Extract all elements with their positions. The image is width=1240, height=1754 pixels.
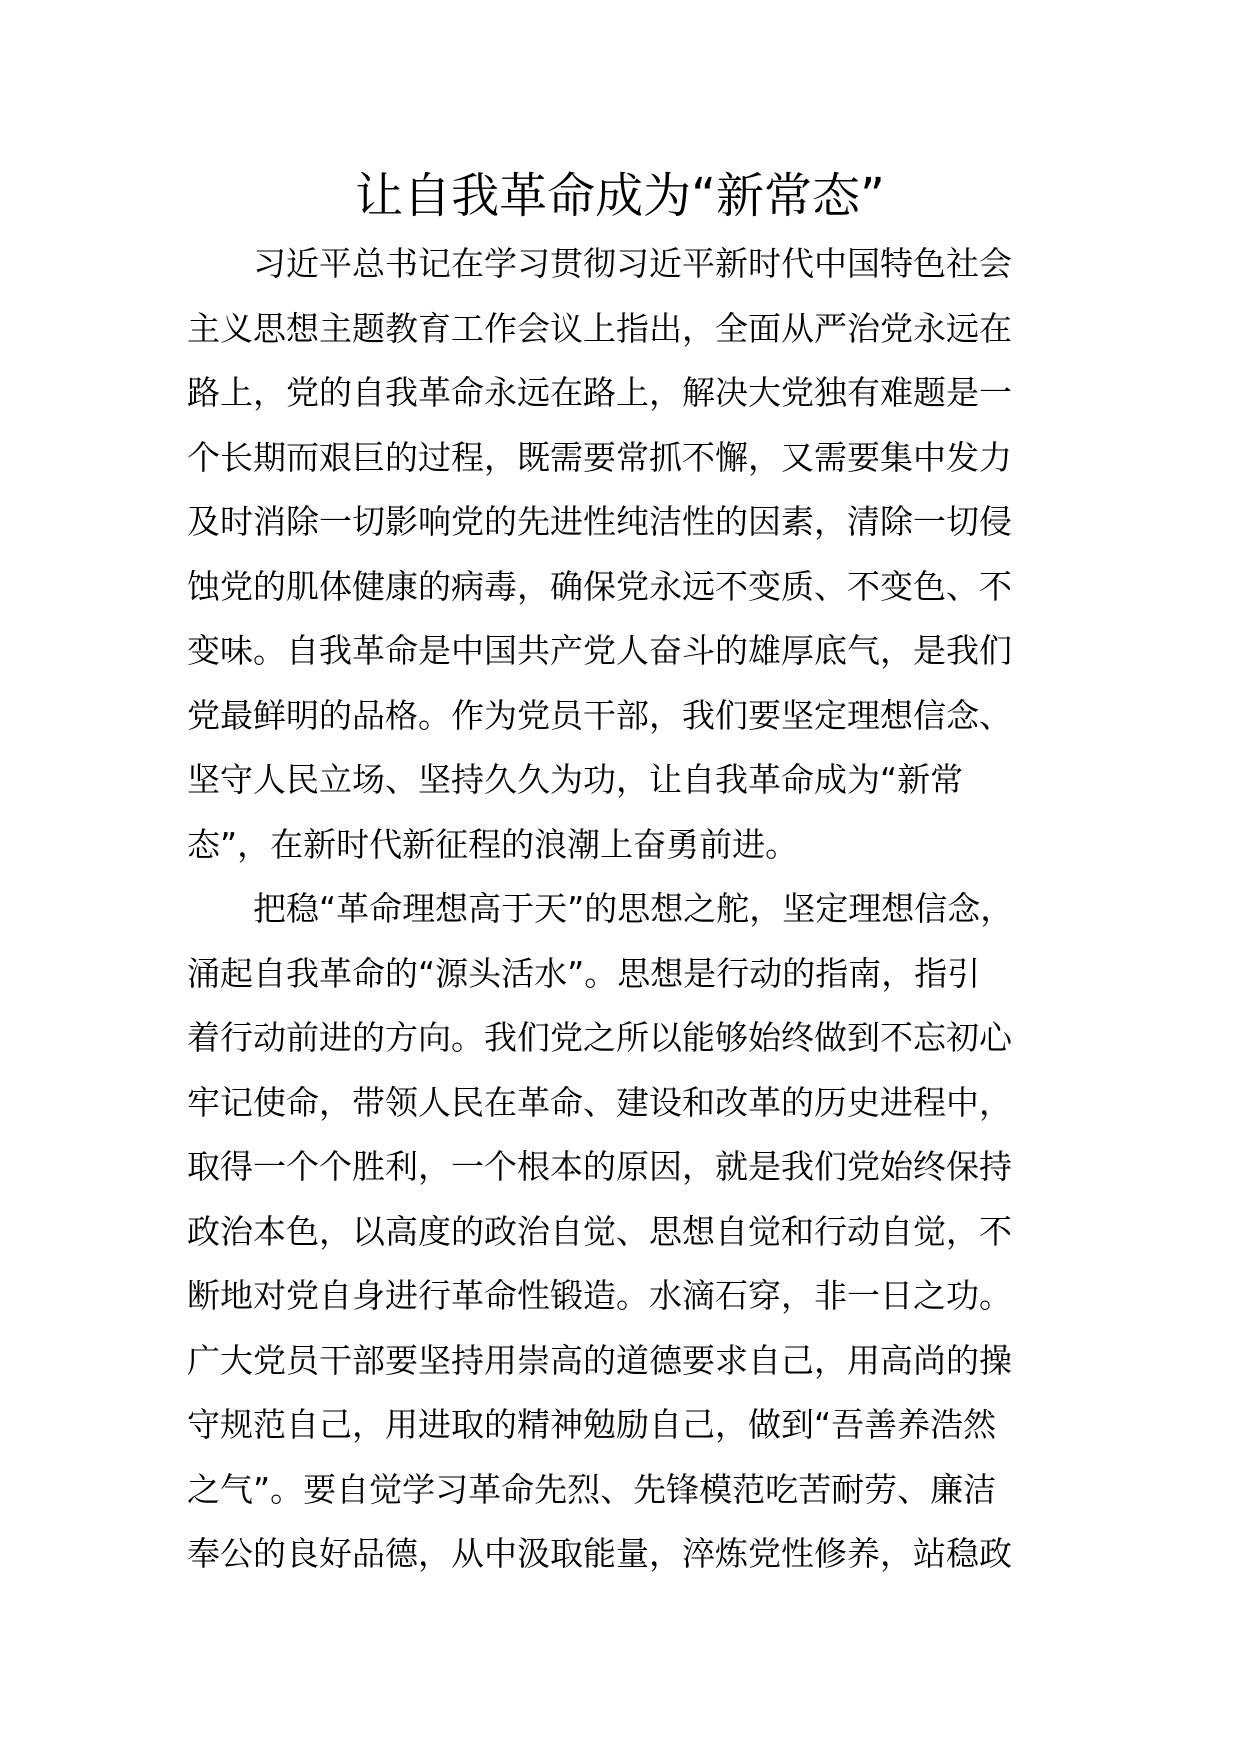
body-line: 路上，党的自我革命永远在路上，解决大党独有难题是一 xyxy=(187,373,1012,412)
body-line: 习近平总书记在学习贯彻习近平新时代中国特色社会 xyxy=(253,244,1012,283)
body-line: 奉公的良好品德，从中汲取能量，淬炼党性修养，站稳政 xyxy=(187,1534,1012,1573)
body-line: 把稳“革命理想高于天”的思想之舵，坚定理想信念， xyxy=(253,889,1014,928)
body-line: 牢记使命，带领人民在革命、建设和改革的历史进程中， xyxy=(187,1082,1012,1122)
body-line: 取得一个个胜利，一个根本的原因，就是我们党始终保持 xyxy=(187,1147,1012,1186)
document-body xyxy=(187,232,1067,1587)
body-line: 蚀党的肌体健康的病毒，确保党永远不变质、不变色、不 xyxy=(187,566,1012,606)
body-line: 守规范自己，用进取的精神勉励自己，做到“吾善养浩然 xyxy=(187,1405,997,1444)
body-line: 党最鲜明的品格。作为党员干部，我们要坚定理想信念、 xyxy=(187,695,1012,735)
body-line: 之气”。要自觉学习革命先烈、先锋模范吃苦耐劳、廉洁 xyxy=(187,1469,997,1509)
body-line: 涌起自我革命的“源头活水”。思想是行动的指南，指引 xyxy=(187,953,981,993)
body-line: 及时消除一切影响党的先进性纯洁性的因素，清除一切侵 xyxy=(187,502,1012,541)
body-line: 态”，在新时代新征程的浪潮上奋勇前进。 xyxy=(187,824,799,864)
body-line: 变味。自我革命是中国共产党人奋斗的雄厚底气，是我们 xyxy=(187,631,1012,670)
body-line: 广大党员干部要坚持用崇高的道德要求自己，用高尚的操 xyxy=(187,1340,1012,1380)
document-title: 让自我革命成为“新常态” xyxy=(355,168,885,224)
body-line: 断地对党自身进行革命性锻造。水滴石穿，非一日之功。 xyxy=(187,1276,1012,1315)
body-line: 主义思想主题教育工作会议上指出，全面从严治党永远在 xyxy=(187,308,1012,348)
body-line: 坚守人民立场、坚持久久为功，让自我革命成为“新常 xyxy=(187,760,964,799)
body-line: 个长期而艰巨的过程，既需要常抓不懈，又需要集中发力 xyxy=(187,437,1012,477)
body-line: 着行动前进的方向。我们党之所以能够始终做到不忘初心 xyxy=(187,1018,1012,1057)
body-line: 政治本色，以高度的政治自觉、思想自觉和行动自觉，不 xyxy=(187,1211,1012,1251)
